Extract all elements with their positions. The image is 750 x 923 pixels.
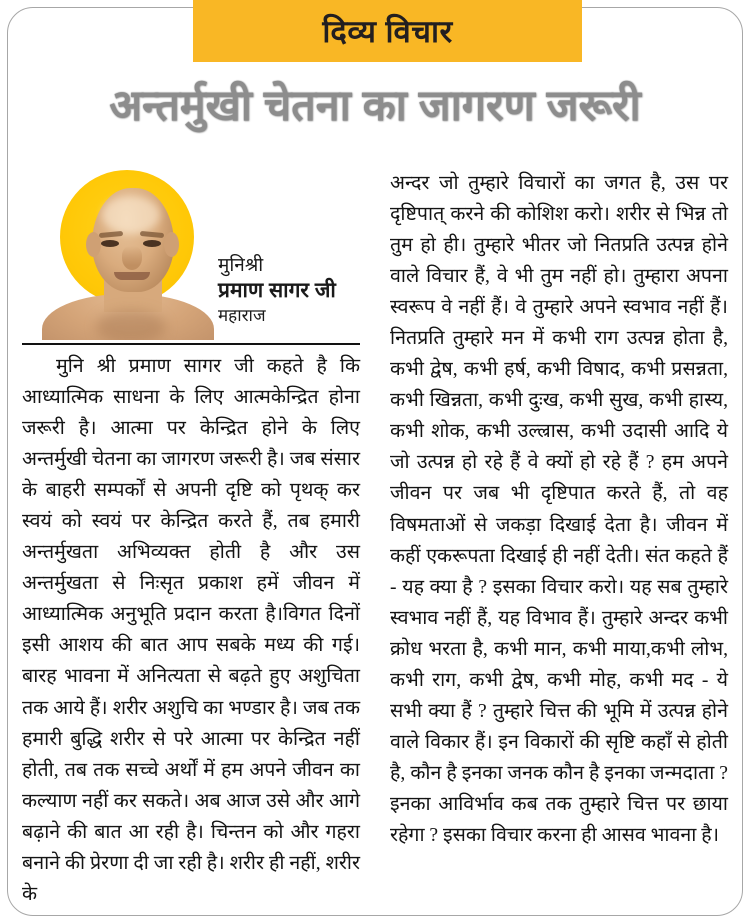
portrait-eye-left bbox=[101, 240, 119, 247]
author-name: प्रमाण सागर जी bbox=[218, 279, 336, 303]
page-title bbox=[0, 82, 750, 131]
portrait-chest-shading bbox=[96, 310, 166, 340]
author-suffix: महाराज bbox=[218, 306, 266, 326]
author-honorific: मुनिश्री bbox=[218, 255, 264, 276]
portrait-forehead-highlight bbox=[102, 196, 160, 234]
masthead-banner bbox=[193, 0, 582, 62]
author-byline bbox=[218, 254, 364, 327]
article-columns bbox=[22, 168, 728, 908]
portrait-ear-right bbox=[164, 232, 179, 257]
avatar bbox=[40, 182, 216, 340]
portrait-eye-right bbox=[143, 240, 161, 247]
column-divider-rule bbox=[22, 343, 360, 345]
headline-text: अन्तर्मुखी चेतना का जागरण जरूरी bbox=[109, 82, 641, 130]
portrait-nose bbox=[122, 246, 142, 270]
portrait-mouth bbox=[114, 272, 150, 280]
article-body-right: अन्दर जो तुम्हारे विचारों का जगत है, उस पर दृष्टिपात् करने की कोशिश करो। शरीर से भिन्न तो तुम हो ही। तुम्हारे भीतर जो नितप्रति उत्पन्न होने वाले विचार हैं, वे भी तुम नहीं हो। तुम्हारा अपना स्वरूप वे नहीं हैं। वे तुम्हारे अपने स्वभाव नहीं हैं। नितप्रति तुम्हारे मन में कभी राग उत्पन्न होता है, कभी द्वेष, कभी हर्ष, कभी विषाद, कभी प्रसन्नता, कभी खिन्नता, कभी दुःख, कभी सुख, कभी हास्य, कभी शोक, कभी उल्ल्रास, कभी उदासी आदि ये जो उत्पन्न हो रहे हैं वे क्यों हो रहे हैं ? हम अपने जीवन पर जब भी दृष्टिपात करते हैं, तो वह विषमताओं से जकड़ा दिखाई देता है। जीवन में कहीं एकरूपता दिखाई ही नहीं देती। संत कहते हैं - यह क्या है ? इसका विचार करो। यह सब तुम्हारे स्वभाव नहीं हैं, यह विभाव हैं। तुम्हारे अन्दर कभी क्रोध भरता है, कभी मान, कभी माया,कभी लोभ, कभी राग, कभी द्वेष, कभी मोह, कभी मद - ये सभी क्या हैं ? तुम्हारे चित्त की भूमि में उत्पन्न होने वाले विकार हैं। इन विकारों की सृष्टि कहाँ से होती है, कौन है इनका जनक कौन है इनका जन्मदाता ? इनका आविर्भाव कब तक तुम्हारे चित्त पर छाया रहेगा ? इसका विचार करना ही आसव भावना है। bbox=[390, 173, 728, 846]
article-body-left: मुनि श्री प्रमाण सागर जी कहते है कि आध्यात्मिक साधना के लिए आत्मकेन्द्रित होना जरूरी है। आत्मा पर केन्द्रित होने के लिए अन्तर्मुखी चेतना का जागरण जरूरी है। जब संसार के बाहरी सम्पर्कों से अपनी दृष्टि को पृथक् कर स्वयं को स्वयं पर केन्द्रित करते हैं, तब हमारी अन्तर्मुखता अभिव्यक्त होती है और उस अन्तर्मुखता से निःसृत प्रकाश हमें जीवन में आध्यात्मिक अनुभूति प्रदान करता है।विगत दिनों इसी आशय की बात आप सबके मध्य की गई। बारह भावना में अनित्यता से बढ़ते हुए अशुचिता तक आये हैं। शरीर अशुचि का भण्डार है। जब तक हमारी बुद्धि शरीर से परे आत्मा पर केन्द्रित नहीं होती, तब तक सच्चे अर्थों में हम अपने जीवन का कल्याण नहीं कर सकते। अब आज उसे और आगे बढ़ाने की बात आ रही है। चिन्तन को और गहरा बनाने की प्रेरणा दी जा रही है। शरीर ही नहीं, शरीर के bbox=[22, 356, 360, 905]
author-block bbox=[22, 168, 360, 340]
left-column bbox=[22, 168, 360, 908]
masthead-title: दिव्य विचार bbox=[322, 13, 453, 49]
right-column bbox=[390, 168, 728, 908]
